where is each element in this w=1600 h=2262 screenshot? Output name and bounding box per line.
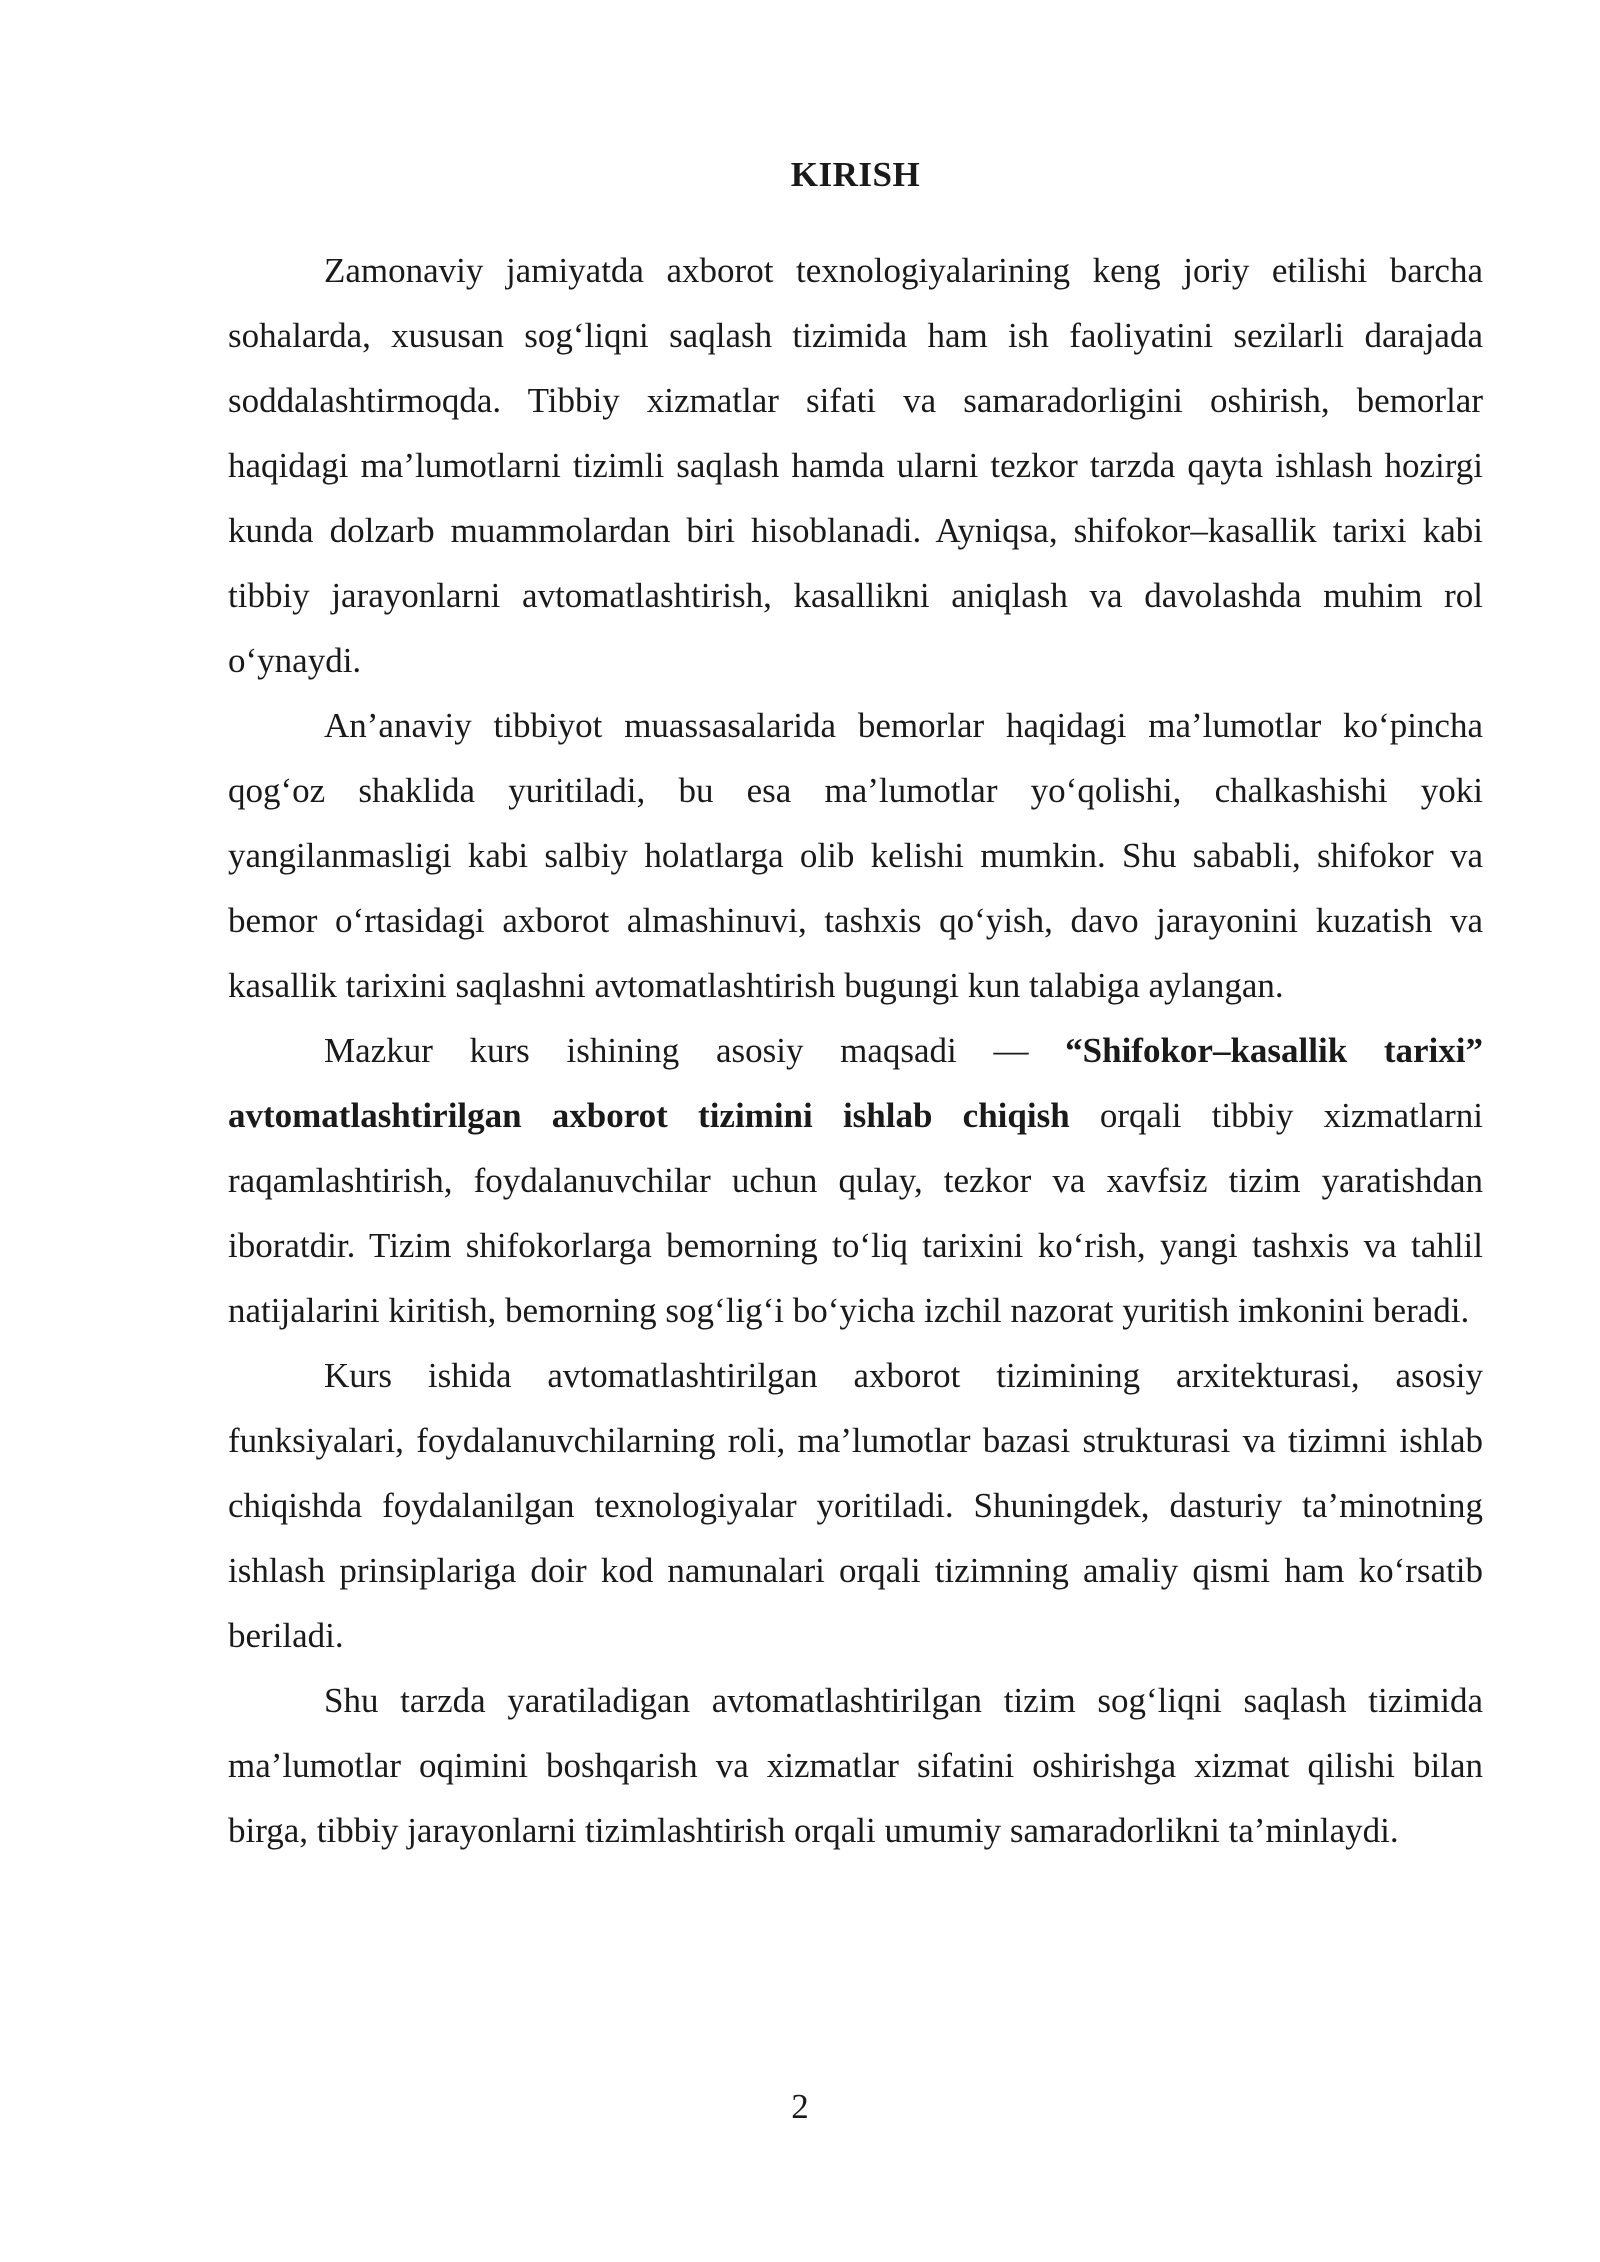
paragraph-1: Zamonaviy jamiyatda axborot texnologiyalarining keng joriy etilishi barcha sohalarda, xususan sog‘liqni saqlash tizimida ham ish faoliyatini sezilarli darajada soddalashtirmoqda. Tibbiy xizmatlar sifati va samaradorligini oshirish, bemorlar haqidagi ma’lumotlarni tizimli saqlash hamda ularni tezkor tarzda qayta ishlash hozirgi kunda dolzarb muammolardan biri hisoblanadi. Ayniqsa, shifokor–kasallik tarixi kabi tibbiy jarayonlarni avtomatlashtirish, kasallikni aniqlash va davolashda muhim rol o‘ynaydi. (228, 251, 1483, 680)
paragraph-3-emphasis: “Shifokor–kasallik tarixi” avtomatlashtirilgan axborot tizimini ishlab chiqish (228, 1031, 1483, 1135)
paragraph-3-rest: orqali tibbiy xizmatlarni raqamlashtirish, foydalanuvchilar uchun qulay, tezkor va xavfsiz tizim yaratishdan iboratdir. Tizim shifokorlarga bemorning to‘liq tarixini ko‘rish, yangi tashxis va tahlil natijalarini kiritish, bemorning sog‘lig‘i bo‘yicha izchil nazorat yuritish imkonini beradi. (228, 1096, 1483, 1330)
paragraph-4: Kurs ishida avtomatlashtirilgan axborot tizimining arxitekturasi, asosiy funksiyalari, foydalanuvchilarning roli, ma’lumotlar bazasi strukturasi va tizimni ishlab chiqishda foydalanilgan texnologiyalar yoritiladi. Shuningdek, dasturiy ta’minotning ishlash prinsiplariga doir kod namunalari orqali tizimning amaliy qismi ham ko‘rsatib beriladi. (228, 1356, 1483, 1655)
paragraph-3-intro: Mazkur kurs ishining asosiy maqsadi — (324, 1031, 1066, 1070)
page-number: 2 (791, 2087, 809, 2126)
paragraph-2: An’anaviy tibbiyot muassasalarida bemorlar haqidagi ma’lumotlar ko‘pincha qog‘oz shaklida yuritiladi, bu esa ma’lumotlar yo‘qolishi, chalkashishi yoki yangilanmasligi kabi salbiy holatlarga olib kelishi mumkin. Shu sababli, shifokor va bemor o‘rtasidagi axborot almashinuvi, tashxis qo‘yish, davo jarayonini kuzatish va kasallik tarixini saqlashni avtomatlashtirish bugungi kun talabiga aylangan. (228, 706, 1483, 1005)
paragraph-3 (228, 1018, 1483, 1343)
section-title: KIRISH (790, 155, 921, 194)
paragraph-5: Shu tarzda yaratiladigan avtomatlashtirilgan tizim sog‘liqni saqlash tizimida ma’lumotlar oqimini boshqarish va xizmatlar sifatini oshirishga xizmat qilishi bilan birga, tibbiy jarayonlarni tizimlashtirish orqali umumiy samaradorlikni ta’minlaydi. (228, 1681, 1483, 1850)
page-content (228, 148, 1483, 1863)
